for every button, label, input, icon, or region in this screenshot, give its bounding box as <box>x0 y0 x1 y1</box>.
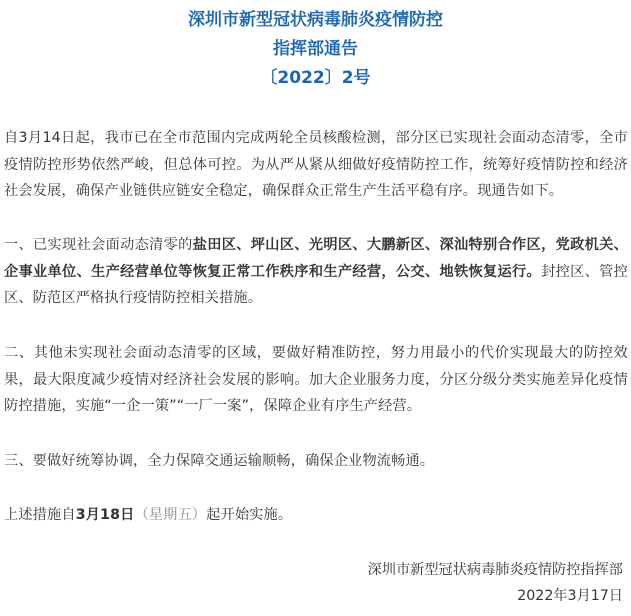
signature-date: 2022年3月17日 <box>517 588 623 604</box>
item-one-suffix: 封控区、管控区、防范区严格执行疫情防控相关措施。 <box>4 263 628 306</box>
effective-weekday: （星期五） <box>134 507 207 523</box>
notice-number: 〔2022〕2号 <box>260 68 371 88</box>
notice-subtitle: 指挥部通告 <box>273 39 358 59</box>
item-one-paragraph <box>4 232 628 312</box>
item-three-paragraph: 三、要做好统筹协调，全力保障交通运输顺畅，确保企业物流畅通。 <box>4 453 435 469</box>
closing-paragraph <box>4 502 628 529</box>
notice-header <box>0 6 631 93</box>
item-one-prefix: 一、已实现社会面动态清零的 <box>4 237 193 253</box>
effective-date: 3月18日 <box>75 507 135 523</box>
item-one-bold: 盐田区、坪山区、光明区、大鹏新区、深汕特别合作区，党政机关、企事业单位、生产经营单位等恢复正常工作秩序和生产经营，公交、地铁恢复运行。 <box>4 237 628 280</box>
item-two-paragraph: 二、其他未实现社会面动态清零的区域，要做好精准防控，努力用最小的代价实现最大的防控效果，最大限度减少疫情对经济社会发展的影响。加大企业服务力度，分区分级分类实施差异化疫情防控措施，实施“一企一策”“一厂一案”，保障企业有序生产经营。 <box>4 345 628 414</box>
closing-suffix: 起开始实施。 <box>206 507 293 523</box>
notice-title: 深圳市新型冠状病毒肺炎疫情防控 <box>188 10 443 30</box>
signature-issuer: 深圳市新型冠状病毒肺炎疫情防控指挥部 <box>367 562 623 578</box>
intro-paragraph: 自3月14日起，我市已在全市范围内完成两轮全员核酸检测，部分区已实现社会面动态清零，全市疫情防控形势依然严峻，但总体可控。为从严从紧从细做好疫情防控工作，统筹好疫情防控和经济社会发展，确保产业链供应链安全稳定，确保群众正常生产生活平稳有序。现通告如下。 <box>4 130 628 199</box>
closing-prefix: 上述措施自 <box>4 507 76 523</box>
